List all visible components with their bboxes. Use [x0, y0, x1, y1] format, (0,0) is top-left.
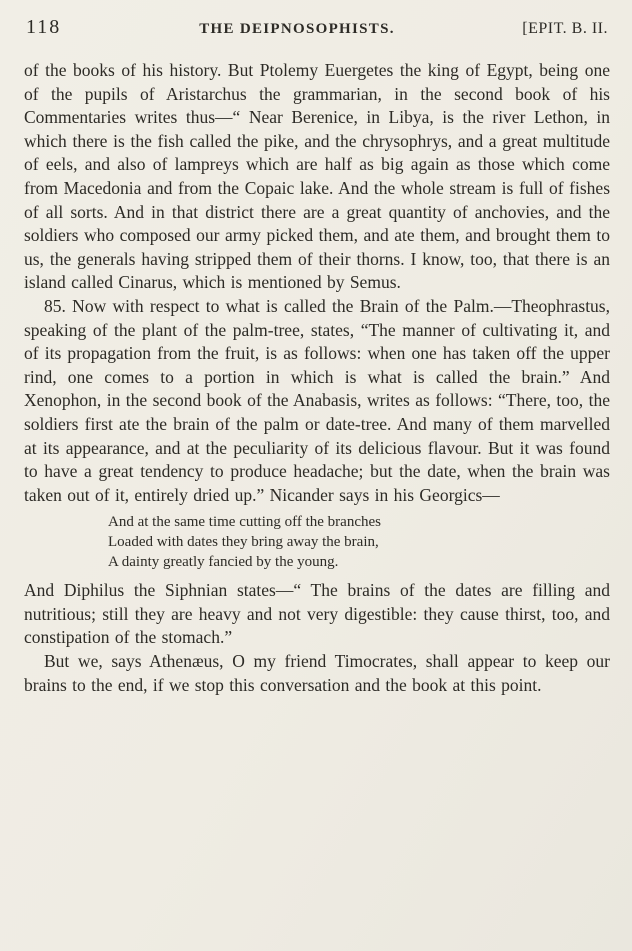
paragraph-diphilus: And Diphilus the Siphnian states—“ The brains of the dates are filling and nutritious; still they are heavy and not very digestible: they cause thirst, too, and constipation of the stomach.”: [24, 580, 610, 648]
section-reference: [EPIT. B. II.: [522, 20, 608, 37]
page-header: [26, 16, 608, 39]
paragraph-closing: But we, says Athenæus, O my friend Timocrates, shall appear to keep our brains to the end, if we stop this conversation and the book at this point.: [24, 651, 610, 695]
paragraph-history-continuation: of the books of his history. But Ptolemy Euergetes the king of Egypt, being one of the pupils of Aristarchus the grammarian, in the second book of his Commentaries writes thus—“ Near Berenice, in Libya, is the river Lethon, in which there is the fish called the pike, and the chrysophrys, and a great multitude of eels, and also of lampreys which are half as big again as those which come from Macedonia and from the Copaic lake. And the whole stream is full of fishes of all sorts. And in that district there are a great quantity of anchovies, and the soldiers who composed our army picked them, and ate them, and brought them to us, the generals having stripped them of their thorns. I know, too, that there is an island called Cinarus, which is mentioned by Semus.: [24, 60, 610, 293]
running-title: THE DEIPNOSOPHISTS.: [199, 21, 395, 37]
verse-line: Loaded with dates they bring away the brain,: [108, 534, 379, 551]
paragraph-brain-of-the-palm: 85. Now with respect to what is called the Brain of the Palm.—Theophrastus, speaking of the plant of the palm-tree, states, “The manner of cultivating it, and of its propagation from the fruit, is as follows: when one has taken off the upper rind, one comes to a portion in which is what is called the brain.” And Xenophon, in the second book of the Anabasis, writes as follows: “There, too, the soldiers first ate the brain of the palm or date-tree. And many of them marvelled at its appearance, and at the peculiarity of its delicious flavour. But it was found to have a great tendency to produce headache; but the date, when the brain was taken out of it, entirely dried up.” Nicander says in his Georgics—: [24, 295, 610, 505]
page-number: 118: [26, 16, 62, 38]
verse-line: And at the same time cutting off the branches: [108, 514, 381, 531]
verse-quotation: [108, 512, 610, 572]
verse-line: A dainty greatly fancied by the young.: [108, 554, 339, 571]
